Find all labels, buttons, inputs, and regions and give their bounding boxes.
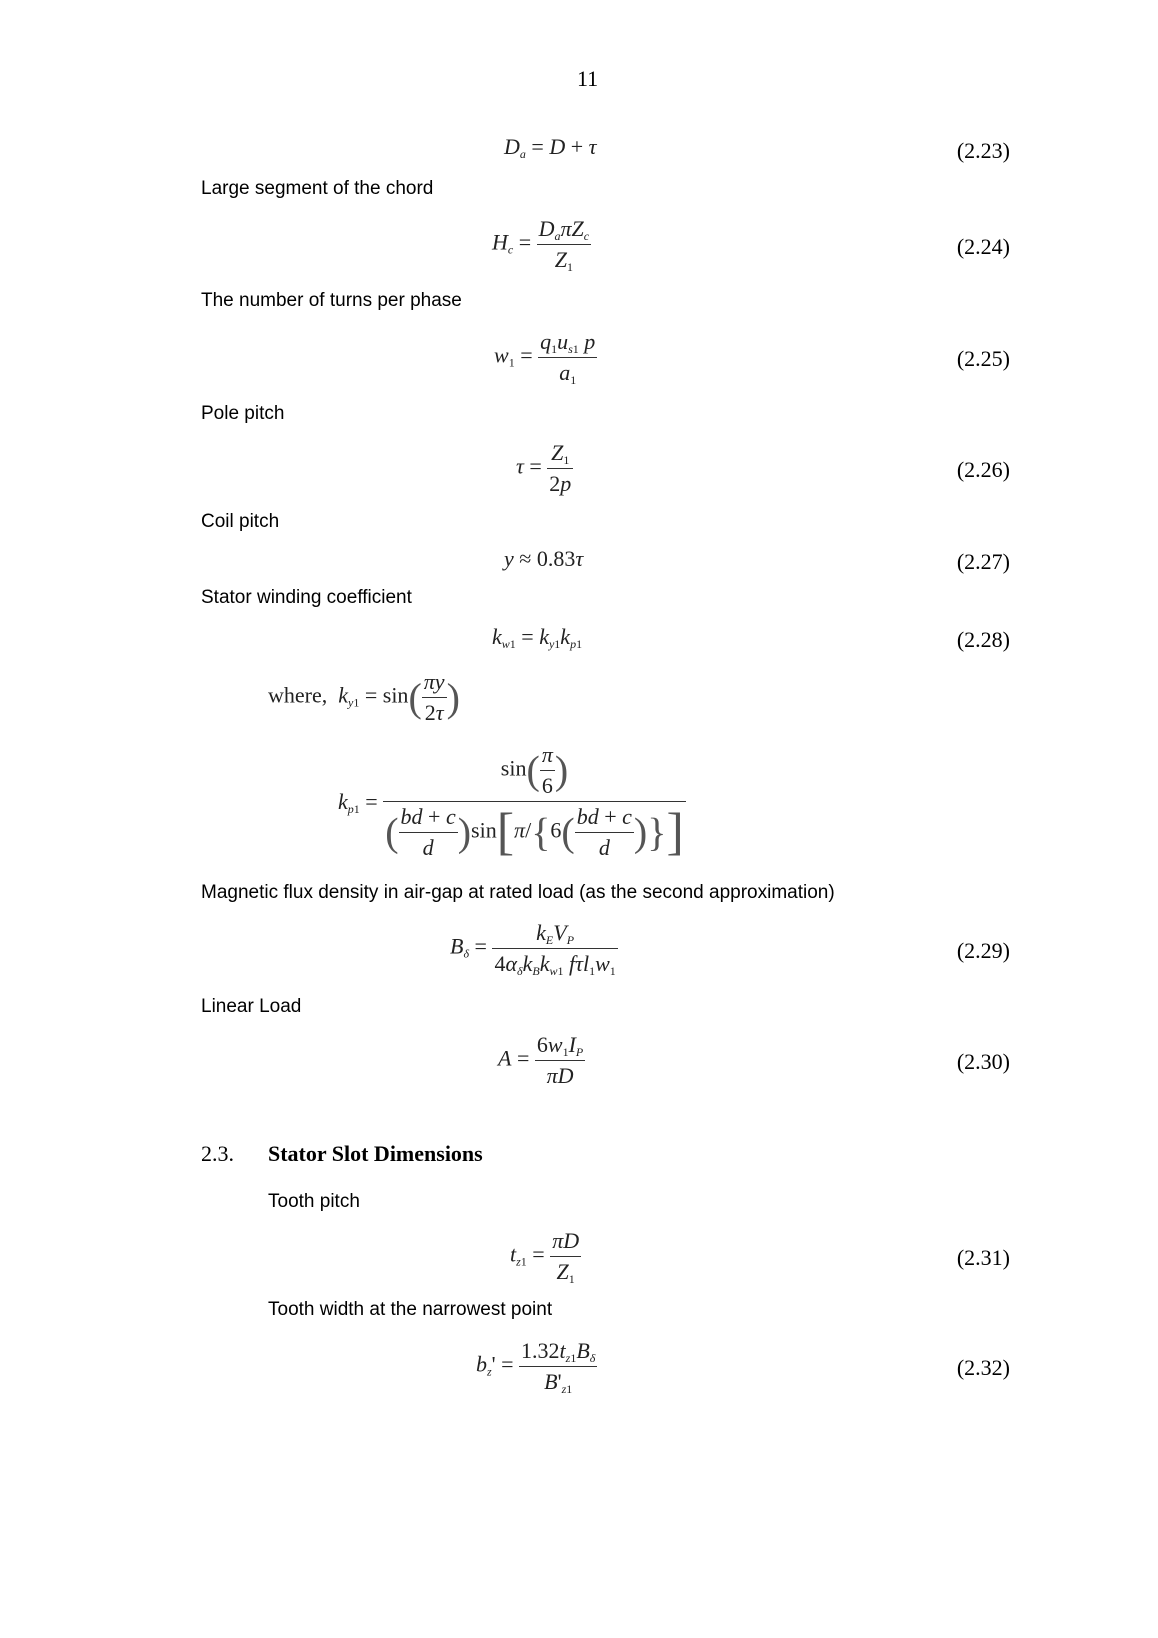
equation-2-26: τ = $\frac{Z_1}{2p}$	[516, 440, 572, 496]
equation-2-29: $B_\delta$ = $\frac{k_EV_P}{4\alpha_\delta k_Bk_{w1} f\tau l_1w_1}$	[450, 920, 616, 978]
section-title: Stator Slot Dimensions	[268, 1141, 483, 1166]
equation-number: (2.28)	[956, 627, 1010, 652]
equation-number: (2.23)	[956, 138, 1010, 163]
equation-2-32: $b_z'$ = $\frac{1.32t_{z1}B_\delta}{B'_{z1}}$	[476, 1338, 596, 1396]
equation-number: (2.27)	[956, 549, 1010, 574]
label-stator-winding-coefficient: Stator winding coefficient	[201, 587, 412, 608]
equation-2-27: y ≈ 0.83τ	[504, 546, 584, 571]
label-coil-pitch: Coil pitch	[201, 511, 280, 532]
equation-number: (2.24)	[956, 234, 1010, 259]
where-label: where,	[268, 682, 328, 708]
equation-ky1: where, $k_{y1} = \sin$( $\frac{\pi y}{2\tau}$ )	[268, 669, 460, 725]
label-pole-pitch: Pole pitch	[201, 403, 285, 424]
equation-number: (2.25)	[956, 346, 1010, 371]
equation-number: (2.30)	[956, 1049, 1010, 1074]
equation-2-24: $H_c$ = $\frac{D_a\pi Z_c}{Z_1}$	[492, 216, 590, 274]
label-tooth-pitch: Tooth pitch	[268, 1191, 360, 1212]
equation-kp1: $k_{p1}$ = sin( $\frac{\pi}{6}$ ) ( $\frac{bd + c}{d}$ )sin[π/{6( $\frac{bd + c}{d}$ )}]	[338, 742, 684, 861]
label-linear-load: Linear Load	[201, 996, 302, 1017]
section-number: 2.3.	[201, 1141, 234, 1166]
equation-2-30: A = $\frac{6w_1I_P}{\pi D}$	[498, 1032, 584, 1088]
page-number: 11	[577, 66, 599, 91]
equation-number: (2.29)	[956, 938, 1010, 963]
equation-number: (2.32)	[956, 1355, 1010, 1380]
label-large-segment: Large segment of the chord	[201, 178, 434, 199]
label-tooth-width: Tooth width at the narrowest point	[268, 1299, 553, 1320]
equation-2-31: $t_{z1}$ = $\frac{\pi D}{Z_1}$	[510, 1228, 580, 1286]
equation-number: (2.31)	[956, 1245, 1010, 1270]
equation-2-28: $k_{w1} = k_{y1}k_{p1}$	[492, 624, 583, 651]
equation-2-23: $D_a = D + \tau$	[504, 134, 597, 161]
equation-number: (2.26)	[956, 457, 1010, 482]
label-flux-density: Magnetic flux density in air-gap at rated load (as the second approximation)	[201, 882, 835, 903]
equation-2-25: $w_1$ = $\frac{q_1u_{s1} p}{a_1}$	[494, 329, 596, 387]
label-turns-per-phase: The number of turns per phase	[201, 290, 462, 311]
